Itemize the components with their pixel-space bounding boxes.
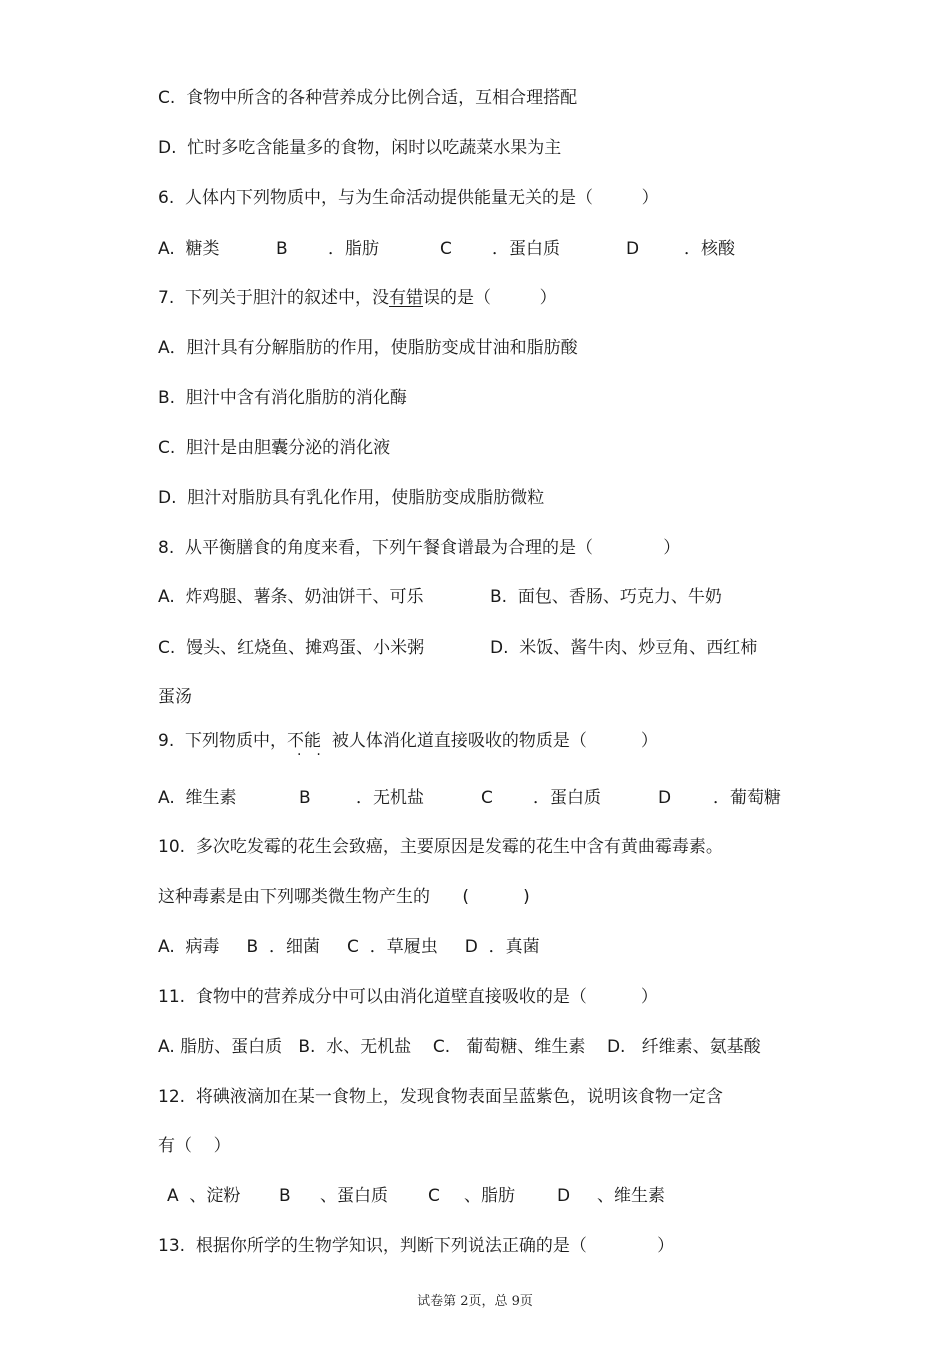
question-7: [158, 287, 557, 309]
option-9c-letter: C: [481, 788, 493, 808]
option-5d: D. 忙时多吃含能量多的食物，闲时以吃蔬菜水果为主: [158, 138, 562, 158]
option-12d-text: 、维生素: [597, 1186, 665, 1206]
option-12c-letter: C: [428, 1186, 440, 1206]
question-11-options: A. 脂肪、蛋白质 B. 水、无机盐 C. 葡萄糖、维生素 D. 纤维素、氨基酸: [158, 1037, 761, 1057]
option-8c: C. 馒头、红烧鱼、摊鸡蛋、小米粥: [158, 638, 425, 658]
option-5c: C. 食物中所含的各种营养成分比例合适，互相合理搭配: [158, 88, 578, 108]
question-9-emphasis: 不能 · ·: [287, 730, 321, 752]
question-9: [158, 730, 658, 752]
page-footer: 试卷第 2页，总 9页: [417, 1294, 533, 1309]
option-8b: B. 面包、香肠、巧克力、牛奶: [490, 587, 722, 607]
option-7a: A．胆汁具有分解脂肪的作用，使脂肪变成甘油和脂肪酸: [158, 338, 578, 358]
option-9d-text: ．葡萄糖: [713, 788, 781, 808]
question-12: 12. 将碘液滴加在某一食物上，发现食物表面呈蓝紫色，说明该食物一定含: [158, 1087, 723, 1107]
question-10-options: A. 病毒 B ．细菌 C ．草履虫 D ．真菌: [158, 937, 540, 957]
question-8: 8. 从平衡膳食的角度来看，下列午餐食谱最为合理的是（ ）: [158, 538, 681, 558]
option-8a: A. 炸鸡腿、薯条、奶油饼干、可乐: [158, 587, 424, 607]
option-9a: A. 维生素: [158, 788, 237, 808]
option-9b-letter: B: [299, 788, 311, 808]
question-7-pre: 7. 下列关于胆汁的叙述中，没: [158, 288, 390, 308]
option-8d-continued: 蛋汤: [158, 687, 192, 707]
option-12c-text: 、脂肪: [464, 1186, 515, 1206]
question-9-pre: 9. 下列物质中，: [158, 731, 288, 751]
option-7b: B. 胆汁中含有消化脂肪的消化酶: [158, 388, 407, 408]
option-12b-letter: B: [279, 1186, 291, 1206]
question-7-underlined: 有错: [389, 288, 424, 308]
question-7-post: 误的是（ ）: [423, 288, 557, 308]
question-6: 6. 人体内下列物质中，与为生命活动提供能量无关的是（ ）: [158, 188, 659, 208]
question-13: 13. 根据你所学的生物学知识，判断下列说法正确的是（ ）: [158, 1236, 675, 1256]
option-12a: A 、淀粉: [167, 1186, 241, 1206]
option-6c-text: ．蛋白质: [492, 239, 560, 259]
option-12b-text: 、蛋白质: [320, 1186, 388, 1206]
option-6b-letter: B: [276, 239, 288, 259]
question-12-continued: 有（ ）: [158, 1136, 231, 1156]
question-11: 11. 食物中的营养成分中可以由消化道壁直接吸收的是（ ）: [158, 987, 658, 1007]
option-9d-letter: D: [658, 788, 672, 808]
option-6d-text: ．核酸: [684, 239, 735, 259]
option-9b-text: ．无机盐: [356, 788, 424, 808]
option-12d-letter: D: [557, 1186, 571, 1206]
question-9-post: 被人体消化道直接吸收的物质是（ ）: [321, 731, 658, 751]
option-7d: D. 胆汁对脂肪具有乳化作用，使脂肪变成脂肪微粒: [158, 488, 545, 508]
option-9c-text: ．蛋白质: [533, 788, 601, 808]
question-10-continued: 这种毒素是由下列哪类微生物产生的 ( ): [158, 887, 530, 907]
option-6c-letter: C: [440, 239, 452, 259]
option-6d-letter: D: [626, 239, 640, 259]
option-6b-text: ．脂肪: [328, 239, 379, 259]
option-8d: D. 米饭、酱牛肉、炒豆角、西红柿: [490, 638, 758, 658]
question-10: 10. 多次吃发霉的花生会致癌，主要原因是发霉的花生中含有黄曲霉毒素。: [158, 837, 723, 857]
option-7c: C. 胆汁是由胆囊分泌的消化液: [158, 438, 391, 458]
option-6a: A. 糖类: [158, 239, 220, 259]
